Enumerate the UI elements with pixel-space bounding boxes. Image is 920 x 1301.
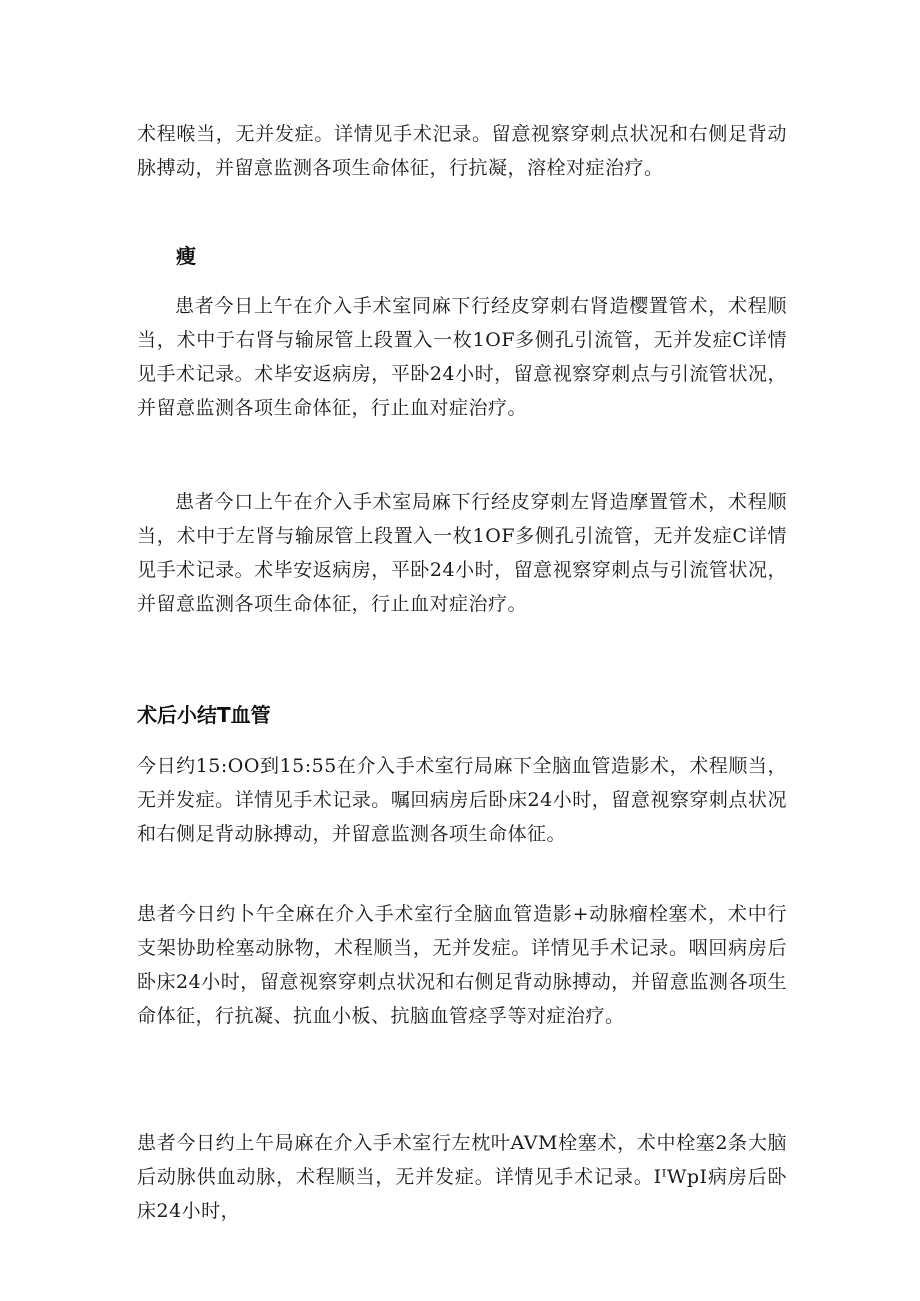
paragraph-aneurysm-embolization: 患者今日约卜午全麻在介入手术室行全脑血管造影+动脉瘤栓塞术，术中行支架协助栓塞动脉物，术程顺当，无并发症。详情见手术记录。咽回病房后卧床24小时，留意视察穿刺点状况和右侧足背动脉搏动，并留意监测各项生命体征，行抗凝、抗血小板、抗脑血管痉孚等对症治疗。 [137,903,787,1027]
section-heading-postop-vascular: 术后小结T血管 [137,703,271,727]
paragraph-right-nephrostomy: 患者今日上午在介入手术室同麻下行经皮穿刺右肾造樱置管术，术程顺当，术中于右肾与输尿管上段置入一枚1OF多侧孔引流管，无并发症C详情见手术记录。术毕安返病房，平卧24小时，留意视察穿刺点与引流管状况，并留意监测各项生命体征，行止血对症治疗。 [137,295,787,419]
paragraph-left-nephrostomy: 患者今口上午在介入手术室局麻下行经皮穿刺左肾造摩置管术，术程顺当，术中于左肾与输尿管上段置入一枚1OF多侧孔引流管，无并发症C详情见手术记录。术毕安返病房，平卧24小时，留意视察穿刺点与引流管状况，并留意监测各项生命体征，行止血对症治疗。 [137,491,787,615]
paragraph-cerebral-angiography: 今日约15:OO到15:55在介入手术室行局麻下全脑血管造影术，术程顺当，无并发症。详情见手术记录。嘱回病房后卧床24小时，留意视察穿刺点状况和右侧足背动脉搏动，并留意监测各项生命体征。 [137,755,787,845]
paragraph-avm-embolization: 患者今日约上午局麻在介入手术室行左枕叶AVM栓塞术，术中栓塞2条大脑后动脉供血动脉，术程顺当，无并发症。详情见手术记录。IᴵWpI病房后卧床24小时， [137,1132,787,1222]
paragraph-procedure-summary: 术程喉当，无并发症。详情见手术汜录。留意视察穿刺点状况和右侧足背动脉搏动，并留意监测各项生命体征，行抗凝，溶栓对症治疗。 [137,123,787,179]
section-heading-fistula: 瘦 [176,244,196,268]
